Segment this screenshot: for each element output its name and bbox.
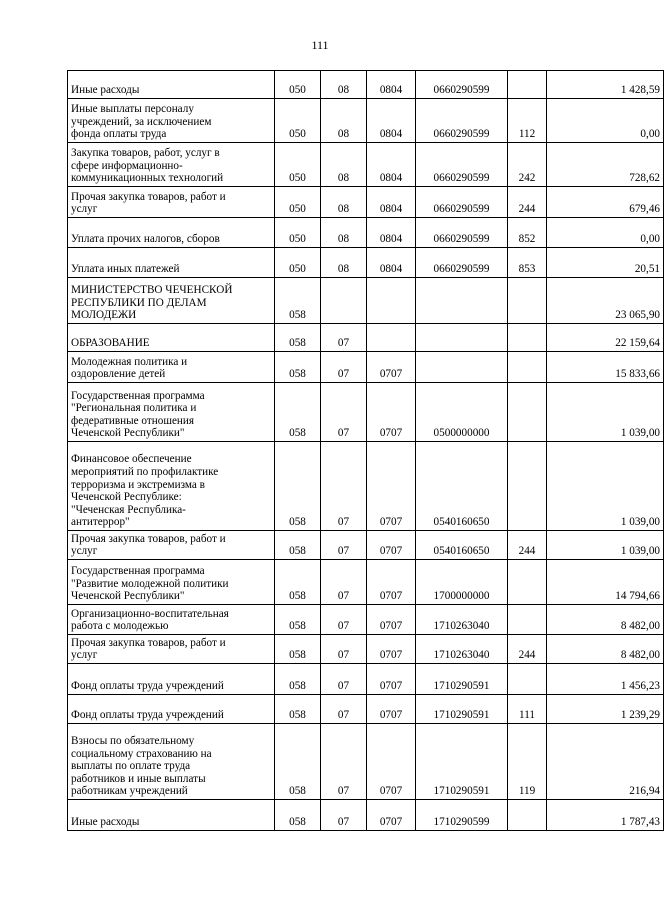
row-vr bbox=[508, 560, 547, 605]
row-rz: 07 bbox=[321, 605, 367, 635]
page-number: 111 bbox=[311, 38, 329, 52]
row-rz: 08 bbox=[321, 248, 367, 278]
row-name: Иные расходы bbox=[68, 71, 275, 99]
row-sum: 8 482,00 bbox=[547, 635, 664, 664]
row-sum: 1 039,00 bbox=[547, 442, 664, 531]
row-name: Закупка товаров, работ, услуг в сфере информационно- коммуникационных технологий bbox=[68, 143, 275, 187]
row-cs: 1710290591 bbox=[416, 724, 508, 800]
row-vr bbox=[508, 383, 547, 442]
row-rz: 08 bbox=[321, 99, 367, 143]
row-name: Молодежная политика и оздоровление детей bbox=[68, 352, 275, 383]
row-name: Иные выплаты персоналу учреждений, за исключением фонда оплаты труда bbox=[68, 99, 275, 143]
row-sum: 1 456,23 bbox=[547, 664, 664, 695]
row-rz: 07 bbox=[321, 560, 367, 605]
row-cs: 1710290591 bbox=[416, 664, 508, 695]
table-row bbox=[68, 695, 664, 724]
table-row bbox=[68, 248, 664, 278]
row-cs: 0660290599 bbox=[416, 248, 508, 278]
row-gr: 050 bbox=[275, 248, 321, 278]
row-rz: 07 bbox=[321, 352, 367, 383]
row-gr: 058 bbox=[275, 695, 321, 724]
row-name: Прочая закупка товаров, работ и услуг bbox=[68, 635, 275, 664]
row-rz: 07 bbox=[321, 383, 367, 442]
row-gr: 050 bbox=[275, 187, 321, 218]
row-pr bbox=[367, 278, 416, 324]
row-name: Фонд оплаты труда учреждений bbox=[68, 695, 275, 724]
row-cs: 0540160650 bbox=[416, 531, 508, 560]
row-name: Организационно-воспитательная работа с молодежью bbox=[68, 605, 275, 635]
row-name: Государственная программа "Региональная политика и федеративные отношения Чеченской Республики" bbox=[68, 383, 275, 442]
row-vr: 242 bbox=[508, 143, 547, 187]
row-sum: 1 039,00 bbox=[547, 383, 664, 442]
row-cs: 0500000000 bbox=[416, 383, 508, 442]
row-cs: 1710263040 bbox=[416, 635, 508, 664]
row-vr: 244 bbox=[508, 635, 547, 664]
row-vr: 244 bbox=[508, 187, 547, 218]
row-gr: 058 bbox=[275, 531, 321, 560]
row-cs: 1710290599 bbox=[416, 800, 508, 831]
row-gr: 050 bbox=[275, 71, 321, 99]
table-row bbox=[68, 442, 664, 531]
row-sum: 23 065,90 bbox=[547, 278, 664, 324]
row-rz: 07 bbox=[321, 724, 367, 800]
row-sum: 14 794,66 bbox=[547, 560, 664, 605]
row-name: Уплата прочих налогов, сборов bbox=[68, 218, 275, 248]
row-gr: 058 bbox=[275, 352, 321, 383]
row-rz: 07 bbox=[321, 695, 367, 724]
row-rz: 08 bbox=[321, 143, 367, 187]
row-gr: 058 bbox=[275, 635, 321, 664]
row-pr: 0804 bbox=[367, 248, 416, 278]
row-sum: 1 787,43 bbox=[547, 800, 664, 831]
row-gr: 058 bbox=[275, 664, 321, 695]
row-gr: 058 bbox=[275, 605, 321, 635]
table-row bbox=[68, 324, 664, 352]
table-row bbox=[68, 99, 664, 143]
table-row bbox=[68, 531, 664, 560]
table-row bbox=[68, 187, 664, 218]
row-rz: 07 bbox=[321, 800, 367, 831]
row-gr: 058 bbox=[275, 324, 321, 352]
row-sum: 1 428,59 bbox=[547, 71, 664, 99]
row-pr: 0707 bbox=[367, 664, 416, 695]
row-gr: 050 bbox=[275, 218, 321, 248]
row-cs: 0660290599 bbox=[416, 218, 508, 248]
row-name: Прочая закупка товаров, работ и услуг bbox=[68, 531, 275, 560]
row-pr: 0707 bbox=[367, 800, 416, 831]
row-rz: 07 bbox=[321, 635, 367, 664]
table-row bbox=[68, 635, 664, 664]
row-vr bbox=[508, 71, 547, 99]
row-rz: 08 bbox=[321, 187, 367, 218]
row-sum: 216,94 bbox=[547, 724, 664, 800]
row-cs: 1710290591 bbox=[416, 695, 508, 724]
row-gr: 058 bbox=[275, 383, 321, 442]
row-pr: 0804 bbox=[367, 187, 416, 218]
row-cs: 0660290599 bbox=[416, 143, 508, 187]
row-pr: 0707 bbox=[367, 635, 416, 664]
table-row bbox=[68, 383, 664, 442]
row-name: Взносы по обязательному социальному страхованию на выплаты по оплате труда работников и иные выплаты работникам учреждений bbox=[68, 724, 275, 800]
row-pr: 0804 bbox=[367, 143, 416, 187]
row-gr: 058 bbox=[275, 278, 321, 324]
row-gr: 050 bbox=[275, 143, 321, 187]
row-rz bbox=[321, 278, 367, 324]
row-vr: 244 bbox=[508, 531, 547, 560]
row-pr: 0707 bbox=[367, 605, 416, 635]
row-sum: 20,51 bbox=[547, 248, 664, 278]
row-sum: 0,00 bbox=[547, 99, 664, 143]
row-gr: 050 bbox=[275, 99, 321, 143]
row-pr: 0707 bbox=[367, 724, 416, 800]
row-vr bbox=[508, 278, 547, 324]
row-rz: 07 bbox=[321, 664, 367, 695]
row-name: Прочая закупка товаров, работ и услуг bbox=[68, 187, 275, 218]
row-name: ОБРАЗОВАНИЕ bbox=[68, 324, 275, 352]
row-cs bbox=[416, 324, 508, 352]
table-row bbox=[68, 278, 664, 324]
table-row bbox=[68, 605, 664, 635]
table-row bbox=[68, 352, 664, 383]
row-pr: 0707 bbox=[367, 531, 416, 560]
row-vr: 112 bbox=[508, 99, 547, 143]
row-name: Финансовое обеспечение мероприятий по профилактике терроризма и экстремизма в Чеченской Республике: "Чеченская Республика- антитеррор" bbox=[68, 442, 275, 531]
table-row bbox=[68, 724, 664, 800]
row-pr: 0707 bbox=[367, 383, 416, 442]
row-rz: 07 bbox=[321, 531, 367, 560]
row-gr: 058 bbox=[275, 442, 321, 531]
table-row bbox=[68, 800, 664, 831]
row-cs: 0540160650 bbox=[416, 442, 508, 531]
row-pr bbox=[367, 324, 416, 352]
row-pr: 0707 bbox=[367, 560, 416, 605]
row-vr: 111 bbox=[508, 695, 547, 724]
row-sum: 1 239,29 bbox=[547, 695, 664, 724]
row-cs: 1700000000 bbox=[416, 560, 508, 605]
row-vr bbox=[508, 664, 547, 695]
row-rz: 07 bbox=[321, 324, 367, 352]
row-cs bbox=[416, 352, 508, 383]
row-vr bbox=[508, 324, 547, 352]
table-row bbox=[68, 71, 664, 99]
row-pr: 0804 bbox=[367, 218, 416, 248]
row-sum: 0,00 bbox=[547, 218, 664, 248]
row-sum: 679,46 bbox=[547, 187, 664, 218]
row-gr: 058 bbox=[275, 724, 321, 800]
row-cs: 0660290599 bbox=[416, 187, 508, 218]
row-vr: 852 bbox=[508, 218, 547, 248]
row-cs: 0660290599 bbox=[416, 71, 508, 99]
row-vr: 853 bbox=[508, 248, 547, 278]
row-sum: 15 833,66 bbox=[547, 352, 664, 383]
row-name: МИНИСТЕРСТВО ЧЕЧЕНСКОЙ РЕСПУБЛИКИ ПО ДЕЛАМ МОЛОДЕЖИ bbox=[68, 278, 275, 324]
row-cs: 1710263040 bbox=[416, 605, 508, 635]
table-row bbox=[68, 664, 664, 695]
table-row bbox=[68, 143, 664, 187]
table-row bbox=[68, 218, 664, 248]
row-vr bbox=[508, 442, 547, 531]
row-rz: 08 bbox=[321, 71, 367, 99]
row-vr bbox=[508, 800, 547, 831]
row-rz: 08 bbox=[321, 218, 367, 248]
row-name: Фонд оплаты труда учреждений bbox=[68, 664, 275, 695]
row-pr: 0707 bbox=[367, 352, 416, 383]
row-vr bbox=[508, 352, 547, 383]
budget-table bbox=[67, 70, 664, 831]
row-cs bbox=[416, 278, 508, 324]
row-vr: 119 bbox=[508, 724, 547, 800]
row-pr: 0804 bbox=[367, 71, 416, 99]
row-gr: 058 bbox=[275, 800, 321, 831]
row-gr: 058 bbox=[275, 560, 321, 605]
row-sum: 22 159,64 bbox=[547, 324, 664, 352]
row-pr: 0707 bbox=[367, 442, 416, 531]
row-name: Государственная программа "Развитие молодежной политики Чеченской Республики" bbox=[68, 560, 275, 605]
row-name: Уплата иных платежей bbox=[68, 248, 275, 278]
table-row bbox=[68, 560, 664, 605]
row-sum: 1 039,00 bbox=[547, 531, 664, 560]
row-cs: 0660290599 bbox=[416, 99, 508, 143]
row-rz: 07 bbox=[321, 442, 367, 531]
row-vr bbox=[508, 605, 547, 635]
row-sum: 728,62 bbox=[547, 143, 664, 187]
row-sum: 8 482,00 bbox=[547, 605, 664, 635]
row-pr: 0707 bbox=[367, 695, 416, 724]
row-name: Иные расходы bbox=[68, 800, 275, 831]
row-pr: 0804 bbox=[367, 99, 416, 143]
